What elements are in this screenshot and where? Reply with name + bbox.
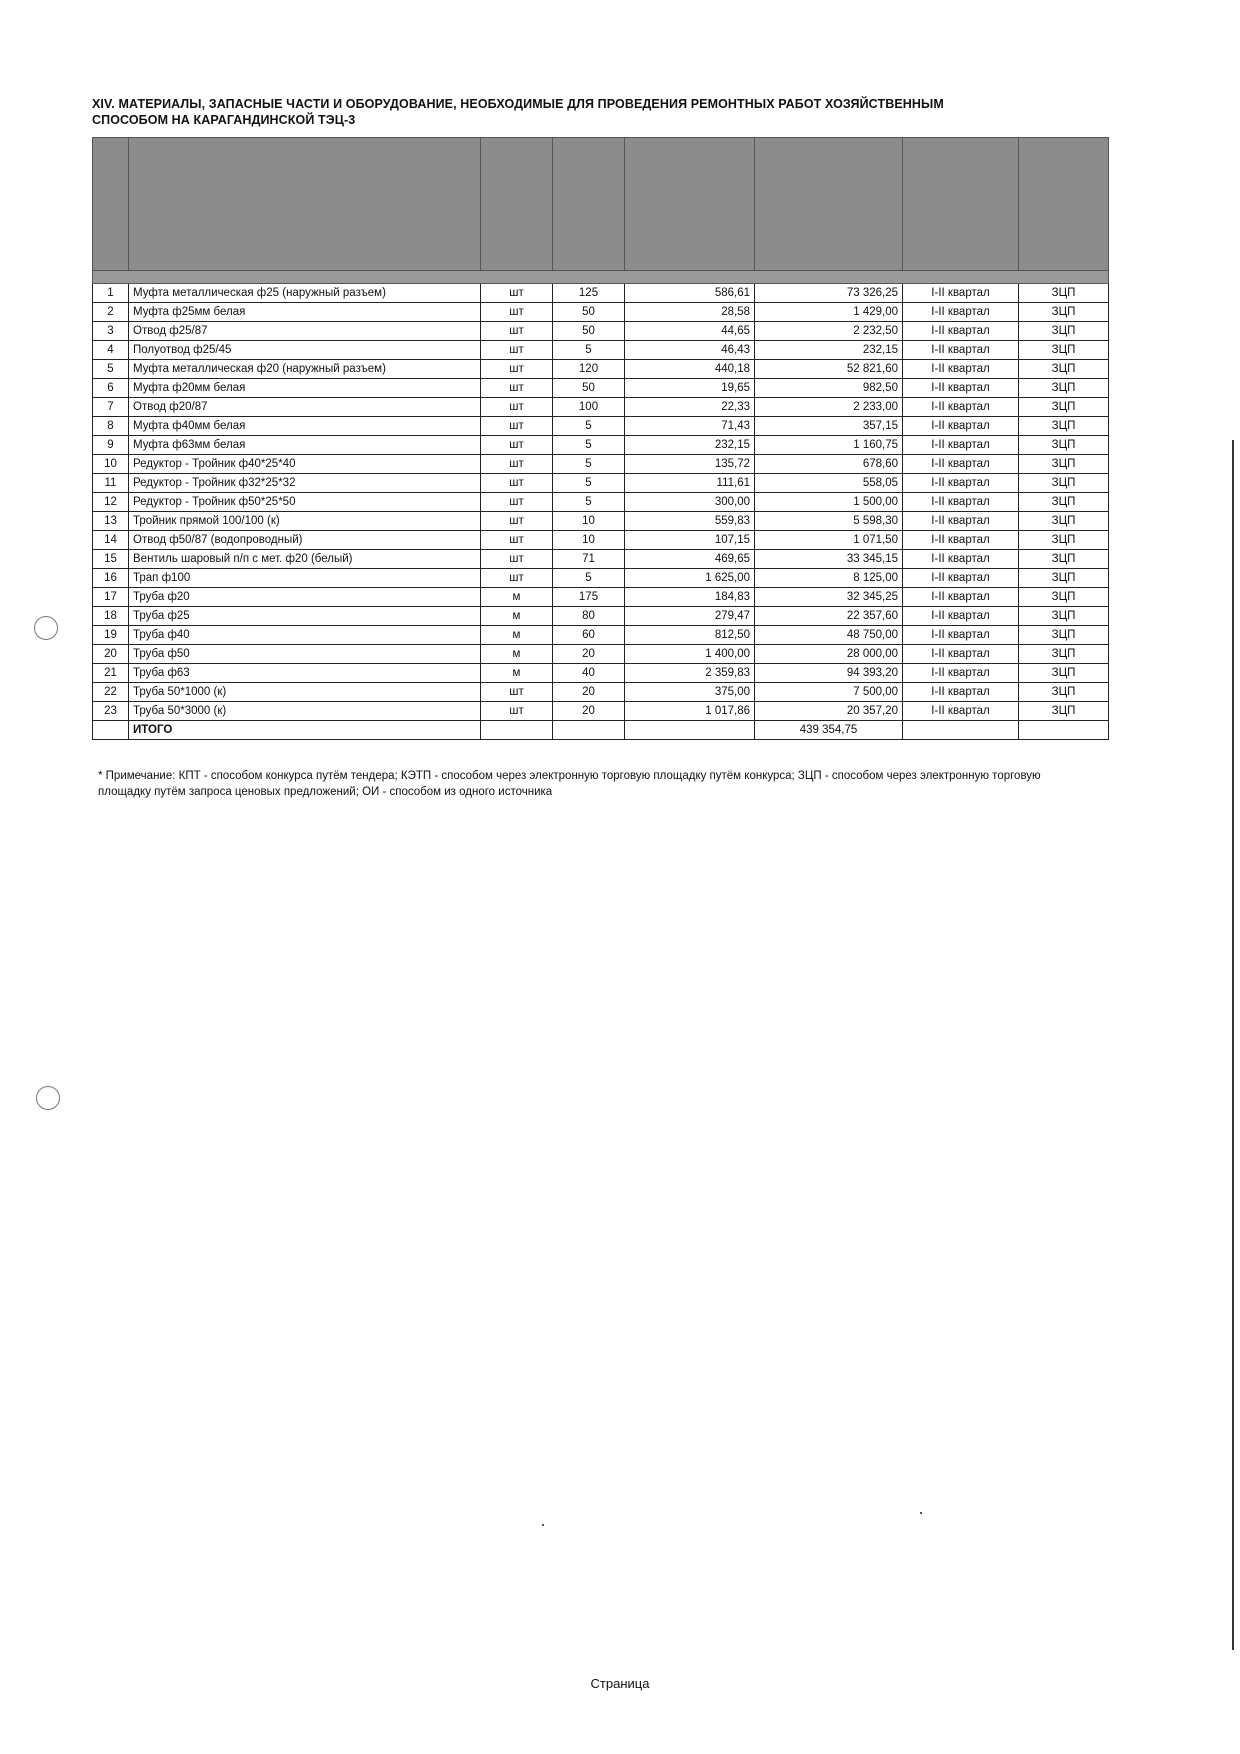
unit-price-cell: 2 359,83 (625, 664, 755, 683)
footnote: * Примечание: КПТ - способом конкурса путём тендера; КЭТП - способом через электронную торговую площадку путём конкурса; ЗЦП - способом через электронную торговую площадку путём запроса ценовых предложений; ОИ - способом из одного источника (98, 770, 1041, 798)
title-line-1: XIV. МАТЕРИАЛЫ, ЗАПАСНЫЕ ЧАСТИ И ОБОРУДОВАНИЕ, НЕОБХОДИМЫЕ ДЛЯ ПРОВЕДЕНИЯ РЕМОНТНЫХ РАБОТ ХОЗЯЙСТВЕННЫМ (92, 97, 944, 111)
unit-cell: шт (481, 322, 553, 341)
amount-cell: 94 393,20 (755, 664, 903, 683)
unit-cell: шт (481, 550, 553, 569)
period-cell: I-II квартал (903, 474, 1019, 493)
item-name-cell: Труба ф40 (129, 626, 481, 645)
item-name-cell: Муфта ф63мм белая (129, 436, 481, 455)
unit-price-cell: 586,61 (625, 284, 755, 303)
unit-price-cell: 559,83 (625, 512, 755, 531)
row-number-cell: 18 (93, 607, 129, 626)
total-row (93, 721, 1109, 740)
procurement-method-cell: ЗЦП (1019, 512, 1109, 531)
unit-cell: шт (481, 683, 553, 702)
procurement-method-cell: ЗЦП (1019, 474, 1109, 493)
row-number-cell: 2 (93, 303, 129, 322)
unit-cell: м (481, 664, 553, 683)
procurement-method-cell: ЗЦП (1019, 569, 1109, 588)
header-cell (93, 138, 129, 271)
total-label: ИТОГО (129, 721, 481, 740)
table-row (93, 702, 1109, 721)
period-cell: I-II квартал (903, 512, 1019, 531)
quantity-cell: 5 (553, 417, 625, 436)
item-name-cell: Труба ф20 (129, 588, 481, 607)
table-section-row (93, 271, 1109, 284)
item-name-cell: Труба 50*1000 (к) (129, 683, 481, 702)
unit-price-cell: 28,58 (625, 303, 755, 322)
table-row (93, 322, 1109, 341)
amount-cell: 1 429,00 (755, 303, 903, 322)
amount-cell: 1 071,50 (755, 531, 903, 550)
table-row (93, 341, 1109, 360)
table-row (93, 683, 1109, 702)
item-name-cell: Труба ф50 (129, 645, 481, 664)
header-cell (755, 138, 903, 271)
period-cell: I-II квартал (903, 588, 1019, 607)
quantity-cell: 100 (553, 398, 625, 417)
item-name-cell: Отвод ф25/87 (129, 322, 481, 341)
unit-cell: шт (481, 436, 553, 455)
amount-cell: 28 000,00 (755, 645, 903, 664)
procurement-method-cell: ЗЦП (1019, 683, 1109, 702)
table-row (93, 626, 1109, 645)
period-cell: I-II квартал (903, 645, 1019, 664)
item-name-cell: Редуктор - Тройник ф32*25*32 (129, 474, 481, 493)
quantity-cell: 40 (553, 664, 625, 683)
procurement-method-cell: ЗЦП (1019, 398, 1109, 417)
empty-cell (625, 721, 755, 740)
procurement-method-cell: ЗЦП (1019, 303, 1109, 322)
period-cell: I-II квартал (903, 626, 1019, 645)
period-cell: I-II квартал (903, 607, 1019, 626)
row-number-cell: 5 (93, 360, 129, 379)
table-row (93, 550, 1109, 569)
amount-cell: 357,15 (755, 417, 903, 436)
unit-price-cell: 812,50 (625, 626, 755, 645)
table-row (93, 398, 1109, 417)
unit-price-cell: 1 625,00 (625, 569, 755, 588)
unit-cell: шт (481, 474, 553, 493)
empty-cell (481, 721, 553, 740)
item-name-cell: Муфта ф25мм белая (129, 303, 481, 322)
table-row (93, 569, 1109, 588)
unit-cell: м (481, 645, 553, 664)
unit-cell: шт (481, 531, 553, 550)
procurement-method-cell: ЗЦП (1019, 626, 1109, 645)
table-row (93, 303, 1109, 322)
period-cell: I-II квартал (903, 702, 1019, 721)
procurement-method-cell: ЗЦП (1019, 322, 1109, 341)
header-cell (903, 138, 1019, 271)
amount-cell: 22 357,60 (755, 607, 903, 626)
row-number-cell: 1 (93, 284, 129, 303)
unit-cell: шт (481, 455, 553, 474)
quantity-cell: 125 (553, 284, 625, 303)
quantity-cell: 50 (553, 379, 625, 398)
quantity-cell: 5 (553, 341, 625, 360)
procurement-method-cell: ЗЦП (1019, 645, 1109, 664)
table-row (93, 531, 1109, 550)
header-cell (625, 138, 755, 271)
row-number-cell: 10 (93, 455, 129, 474)
period-cell: I-II квартал (903, 436, 1019, 455)
quantity-cell: 60 (553, 626, 625, 645)
unit-price-cell: 440,18 (625, 360, 755, 379)
punch-hole-mark (36, 1086, 60, 1110)
item-name-cell: Муфта ф40мм белая (129, 417, 481, 436)
procurement-method-cell: ЗЦП (1019, 702, 1109, 721)
amount-cell: 8 125,00 (755, 569, 903, 588)
header-cell (1019, 138, 1109, 271)
row-number-cell: 22 (93, 683, 129, 702)
unit-cell: шт (481, 341, 553, 360)
unit-price-cell: 1 400,00 (625, 645, 755, 664)
row-number-cell: 23 (93, 702, 129, 721)
table-row (93, 588, 1109, 607)
row-number-cell: 13 (93, 512, 129, 531)
procurement-method-cell: ЗЦП (1019, 493, 1109, 512)
procurement-method-cell: ЗЦП (1019, 436, 1109, 455)
amount-cell: 32 345,25 (755, 588, 903, 607)
row-number-cell: 17 (93, 588, 129, 607)
quantity-cell: 20 (553, 683, 625, 702)
quantity-cell: 71 (553, 550, 625, 569)
period-cell: I-II квартал (903, 303, 1019, 322)
row-number-cell: 14 (93, 531, 129, 550)
quantity-cell: 5 (553, 474, 625, 493)
quantity-cell: 5 (553, 455, 625, 474)
row-number-cell: 11 (93, 474, 129, 493)
period-cell: I-II квартал (903, 493, 1019, 512)
procurement-method-cell: ЗЦП (1019, 531, 1109, 550)
unit-cell: шт (481, 417, 553, 436)
unit-price-cell: 46,43 (625, 341, 755, 360)
procurement-method-cell: ЗЦП (1019, 607, 1109, 626)
amount-cell: 232,15 (755, 341, 903, 360)
table-row (93, 512, 1109, 531)
procurement-method-cell: ЗЦП (1019, 379, 1109, 398)
row-number-cell: 4 (93, 341, 129, 360)
amount-cell: 1 500,00 (755, 493, 903, 512)
table-row (93, 379, 1109, 398)
page-footer: Страница (590, 1676, 650, 1691)
period-cell: I-II квартал (903, 341, 1019, 360)
empty-cell (93, 721, 129, 740)
amount-cell: 678,60 (755, 455, 903, 474)
period-cell: I-II квартал (903, 284, 1019, 303)
procurement-method-cell: ЗЦП (1019, 455, 1109, 474)
period-cell: I-II квартал (903, 360, 1019, 379)
quantity-cell: 20 (553, 702, 625, 721)
unit-cell: шт (481, 360, 553, 379)
unit-price-cell: 279,47 (625, 607, 755, 626)
item-name-cell: Муфта металлическая ф20 (наружный разъем) (129, 360, 481, 379)
unit-cell: шт (481, 512, 553, 531)
punch-hole-mark (34, 616, 58, 640)
row-number-cell: 3 (93, 322, 129, 341)
amount-cell: 1 160,75 (755, 436, 903, 455)
table-row (93, 493, 1109, 512)
unit-price-cell: 232,15 (625, 436, 755, 455)
period-cell: I-II квартал (903, 379, 1019, 398)
unit-price-cell: 184,83 (625, 588, 755, 607)
quantity-cell: 10 (553, 531, 625, 550)
procurement-method-cell: ЗЦП (1019, 341, 1109, 360)
amount-cell: 558,05 (755, 474, 903, 493)
total-amount: 439 354,75 (755, 721, 903, 740)
unit-price-cell: 22,33 (625, 398, 755, 417)
section-label (93, 271, 1109, 284)
unit-price-cell: 1 017,86 (625, 702, 755, 721)
period-cell: I-II квартал (903, 569, 1019, 588)
table-row (93, 474, 1109, 493)
table-header-row (93, 138, 1109, 271)
item-name-cell: Труба ф63 (129, 664, 481, 683)
title-line-2: СПОСОБОМ НА КАРАГАНДИНСКОЙ ТЭЦ-3 (92, 113, 356, 127)
row-number-cell: 15 (93, 550, 129, 569)
row-number-cell: 9 (93, 436, 129, 455)
table-row (93, 664, 1109, 683)
period-cell: I-II квартал (903, 550, 1019, 569)
empty-cell (903, 721, 1019, 740)
unit-cell: шт (481, 493, 553, 512)
row-number-cell: 16 (93, 569, 129, 588)
quantity-cell: 50 (553, 303, 625, 322)
unit-cell: шт (481, 569, 553, 588)
quantity-cell: 10 (553, 512, 625, 531)
quantity-cell: 175 (553, 588, 625, 607)
item-name-cell: Отвод ф20/87 (129, 398, 481, 417)
amount-cell: 7 500,00 (755, 683, 903, 702)
period-cell: I-II квартал (903, 664, 1019, 683)
row-number-cell: 21 (93, 664, 129, 683)
scan-speck (542, 1524, 544, 1526)
procurement-method-cell: ЗЦП (1019, 550, 1109, 569)
quantity-cell: 80 (553, 607, 625, 626)
table-row (93, 284, 1109, 303)
quantity-cell: 20 (553, 645, 625, 664)
table-row (93, 417, 1109, 436)
amount-cell: 2 232,50 (755, 322, 903, 341)
period-cell: I-II квартал (903, 531, 1019, 550)
item-name-cell: Тройник прямой 100/100 (к) (129, 512, 481, 531)
procurement-method-cell: ЗЦП (1019, 588, 1109, 607)
period-cell: I-II квартал (903, 322, 1019, 341)
unit-cell: м (481, 607, 553, 626)
period-cell: I-II квартал (903, 417, 1019, 436)
document-title (92, 96, 1092, 128)
amount-cell: 73 326,25 (755, 284, 903, 303)
header-cell (481, 138, 553, 271)
item-name-cell: Вентиль шаровый п/п с мет. ф20 (белый) (129, 550, 481, 569)
unit-price-cell: 71,43 (625, 417, 755, 436)
item-name-cell: Муфта металлическая ф25 (наружный разъем) (129, 284, 481, 303)
item-name-cell: Отвод ф50/87 (водопроводный) (129, 531, 481, 550)
item-name-cell: Труба 50*3000 (к) (129, 702, 481, 721)
item-name-cell: Труба ф25 (129, 607, 481, 626)
unit-cell: шт (481, 379, 553, 398)
row-number-cell: 7 (93, 398, 129, 417)
materials-table (92, 137, 1109, 740)
table-row (93, 607, 1109, 626)
row-number-cell: 8 (93, 417, 129, 436)
empty-cell (1019, 721, 1109, 740)
scan-speck (920, 1512, 922, 1514)
row-number-cell: 20 (93, 645, 129, 664)
amount-cell: 33 345,15 (755, 550, 903, 569)
empty-cell (553, 721, 625, 740)
quantity-cell: 5 (553, 493, 625, 512)
amount-cell: 52 821,60 (755, 360, 903, 379)
unit-price-cell: 44,65 (625, 322, 755, 341)
procurement-method-cell: ЗЦП (1019, 284, 1109, 303)
table-row (93, 645, 1109, 664)
quantity-cell: 50 (553, 322, 625, 341)
quantity-cell: 120 (553, 360, 625, 379)
amount-cell: 5 598,30 (755, 512, 903, 531)
amount-cell: 48 750,00 (755, 626, 903, 645)
unit-price-cell: 300,00 (625, 493, 755, 512)
header-cell (129, 138, 481, 271)
scan-edge-line (1232, 440, 1234, 1650)
row-number-cell: 6 (93, 379, 129, 398)
period-cell: I-II квартал (903, 398, 1019, 417)
procurement-method-cell: ЗЦП (1019, 664, 1109, 683)
header-cell (553, 138, 625, 271)
item-name-cell: Полуотвод ф25/45 (129, 341, 481, 360)
table-row (93, 360, 1109, 379)
unit-cell: шт (481, 702, 553, 721)
item-name-cell: Муфта ф20мм белая (129, 379, 481, 398)
unit-cell: шт (481, 303, 553, 322)
unit-cell: шт (481, 398, 553, 417)
unit-price-cell: 19,65 (625, 379, 755, 398)
unit-cell: м (481, 626, 553, 645)
row-number-cell: 12 (93, 493, 129, 512)
unit-price-cell: 469,65 (625, 550, 755, 569)
quantity-cell: 5 (553, 569, 625, 588)
item-name-cell: Трап ф100 (129, 569, 481, 588)
amount-cell: 982,50 (755, 379, 903, 398)
period-cell: I-II квартал (903, 683, 1019, 702)
procurement-method-cell: ЗЦП (1019, 360, 1109, 379)
unit-price-cell: 107,15 (625, 531, 755, 550)
period-cell: I-II квартал (903, 455, 1019, 474)
quantity-cell: 5 (553, 436, 625, 455)
unit-price-cell: 375,00 (625, 683, 755, 702)
unit-price-cell: 135,72 (625, 455, 755, 474)
unit-price-cell: 111,61 (625, 474, 755, 493)
unit-cell: шт (481, 284, 553, 303)
table-row (93, 455, 1109, 474)
row-number-cell: 19 (93, 626, 129, 645)
item-name-cell: Редуктор - Тройник ф50*25*50 (129, 493, 481, 512)
unit-cell: м (481, 588, 553, 607)
table-row (93, 436, 1109, 455)
item-name-cell: Редуктор - Тройник ф40*25*40 (129, 455, 481, 474)
procurement-method-cell: ЗЦП (1019, 417, 1109, 436)
amount-cell: 20 357,20 (755, 702, 903, 721)
amount-cell: 2 233,00 (755, 398, 903, 417)
